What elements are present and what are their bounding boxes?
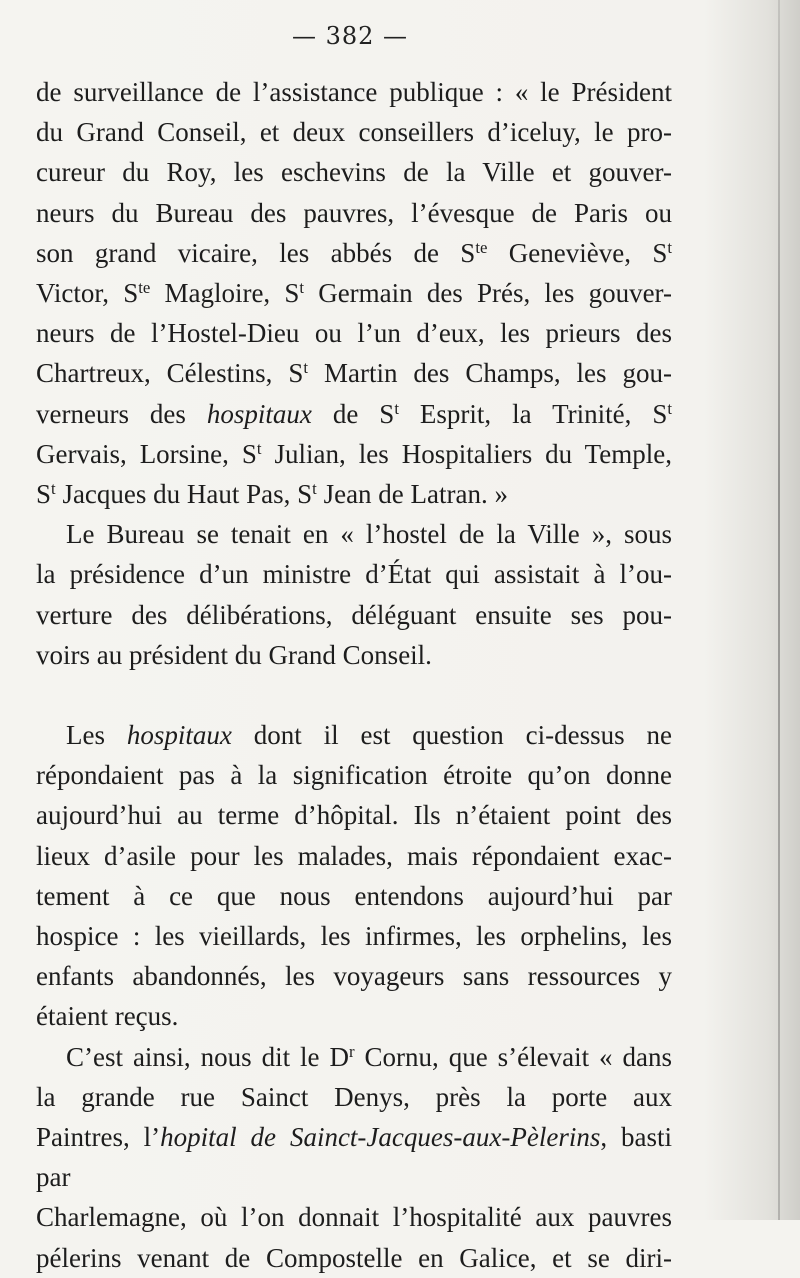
text-line: Gervais, Lorsine, $S^t$ Julian, les Hospitaliers du Temple, [36,438,672,469]
paragraph-cornu [36,1037,672,1278]
text-line: tement à ce que nous entendons aujourd’hui par [36,880,672,911]
text-line: la présidence d’un ministre d’État qui assistait à l’ou- [36,559,672,590]
text-line: étaient reçus. [36,1001,179,1032]
text-line: du Grand Conseil, et deux conseillers d’iceluy, le pro- [36,117,672,148]
paragraph-gap [36,675,672,715]
paragraph-surveillance [36,72,672,514]
text-line: Paintres, l’hopital de Sainct-Jacques-aux-Pèlerins, basti par [36,1122,672,1193]
text-line: verneurs des hospitaux de $S^t$ Esprit, la Trinité, $S^t$ [36,398,673,429]
text-line: Le Bureau se tenait en « l’hostel de la Ville », sous [66,519,672,550]
text-line: Chartreux, Célestins, $S^t$ Martin des Champs, les gou- [36,358,672,389]
text-line: Les hospitaux dont il est question ci-dessus ne [66,720,672,751]
page-edge-shadow [778,0,780,1220]
page-number: — 382 — [291,22,409,50]
text-line: cureur du Roy, les eschevins de la Ville et gouver- [36,157,672,188]
paragraph-hospitaux [36,715,672,1037]
text-line: C’est ainsi, nous dit le $D^r$ Cornu, que s’élevait « dans [66,1041,672,1072]
text-line: de surveillance de l’assistance publique : « le Président [36,77,672,107]
text-line: pélerins venant de Compostelle en Galice, et se diri- [36,1242,672,1273]
text-line: neurs de l’Hostel-Dieu ou l’un d’eux, les prieurs des [36,318,672,349]
text-line: répondaient pas à la signification étroite qu’on donne [36,760,672,791]
text-line: voirs au président du Grand Conseil. [36,639,432,670]
page-body [36,72,672,1278]
text-line: lieux d’asile pour les malades, mais répondaient exac- [36,840,672,871]
text-line: Victor, $S^{te}$ Magloire, $S^t$ Germain des Prés, les gouver- [36,277,672,309]
text-line: aujourd’hui au terme d’hôpital. Ils n’étaient point des [36,800,672,831]
text-line: enfants abandonnés, les voyageurs sans ressources y [36,961,672,992]
text-line: son grand vicaire, les abbés de $S^{te}$ Geneviève, $S^t$ [36,237,672,268]
paragraph-bureau [36,514,672,675]
text-line: hospice : les vieillards, les infirmes, les orphelins, les [36,921,672,952]
text-line: Charlemagne, où l’on donnait l’hospitalité aux pauvres [36,1202,672,1233]
text-line: la grande rue Sainct Denys, près la porte aux [36,1081,672,1112]
text-line: $S^t$ Jacques du Haut Pas, $S^t$ Jean de Latran. » [36,478,508,510]
text-line: verture des délibérations, déléguant ensuite ses pou- [36,599,672,630]
text-line: neurs du Bureau des pauvres, l’évesque de Paris ou [36,197,672,228]
